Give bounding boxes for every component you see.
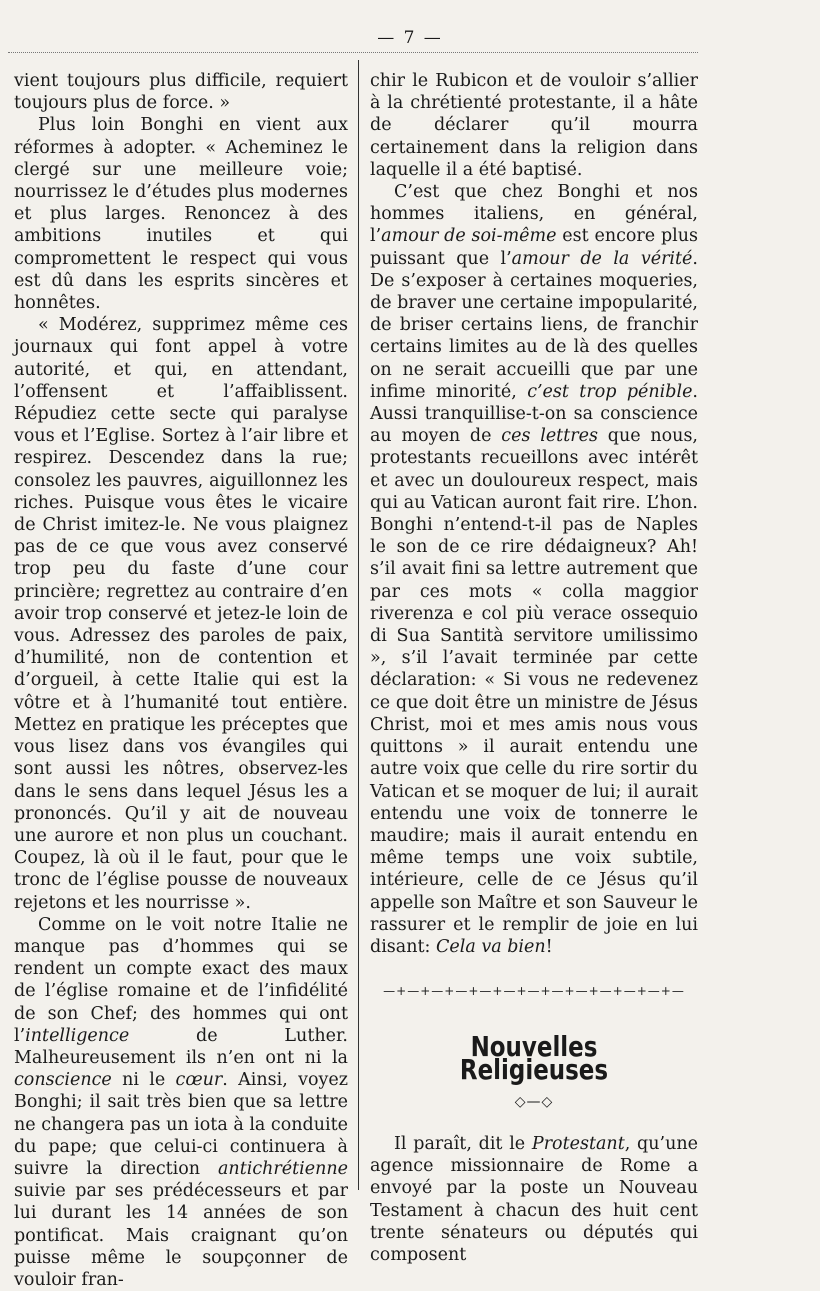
text-run: est encore plus puissant que l’ (370, 226, 699, 269)
text-run: Il paraît, dit le (394, 1133, 532, 1154)
left-column (14, 70, 348, 1291)
text-run: ni le (111, 1070, 176, 1091)
right-paragraph-2 (370, 181, 698, 958)
text-run: , qu’une agence missionnaire de Rome a envoyé par la poste un Nouveau Testament à chacun des huit cent trente sénateurs ou députés qui composent (370, 1133, 698, 1265)
text-run: . Aussi tranquillise-t-on sa conscience au moyen de (370, 381, 698, 447)
italic-run: conscience (14, 1070, 112, 1091)
italic-run: amour de la vérité (511, 248, 693, 269)
text-run: ! (545, 936, 553, 957)
italic-run: amour de soi-même (381, 226, 557, 247)
column-divider (358, 60, 359, 1190)
left-paragraph-2: Plus loin Bonghi en vient aux réformes à adopter. « Acheminez le clergé sur une meilleure voie; nourrissez le d’études plus modernes et plus larges. Renoncez à des ambitions inutiles et qui compromettent le respect qui vous est dû dans les esprits sincères et honnêtes. (14, 115, 348, 314)
text-run: C’est que chez Bonghi et nos hommes italiens, en général, l’ (370, 182, 698, 247)
italic-run: Cela va bien (435, 936, 546, 957)
text-run: suivie par ses prédécesseurs et par lui durant les 14 années de son pontificat. Mais craignant qu’on puisse même le soupçonner de vouloir fran- (14, 1181, 348, 1290)
section-title: Nouvelles Religieuses (459, 1030, 609, 1086)
section-separator: —+—+—+—+—+—+—+—+—+—+—+—+— (383, 984, 685, 999)
text-run: Comme on le voit notre Italie ne manque pas d’hommes qui se rendent un compte exact des maux de l’église romaine et de l’infidélité de son Chef; des hommes qui ont l’ (14, 914, 348, 1046)
header-rule (8, 52, 698, 53)
italic-run: Protestant (531, 1133, 625, 1154)
right-paragraph-3 (370, 1133, 698, 1266)
text-run: de Luther. Malheureusement ils n’en ont ni la (14, 1025, 348, 1068)
text-run: . Ainsi, voyez Bonghi; il sait très bien que sa lettre ne changera pas un iota à la conduite du pape; que celui-ci continuera à suivre la direction (14, 1070, 348, 1179)
italic-run: intelligence (25, 1025, 130, 1046)
italic-run: cœur (175, 1070, 223, 1091)
italic-run: c’est trop pénible (527, 381, 693, 402)
left-paragraph-3: « Modérez, supprimez même ces journaux qui font appel à votre autorité, et qui, en attendant, l’offensent et l’affaiblissent. Répudiez cette secte qui paralyse vous et l’Eglise. Sortez à l’air libre et respirez. Descendez dans la rue; consolez les pauvres, aiguillonnez les riches. Puisque vous êtes le vicaire de Christ imitez-le. Ne vous plaignez pas de ce que vous avez conservé trop peu du faste d’une cour princière; regrettez au contraire d’en avoir trop conservé et jetez-le loin de vous. Adressez des paroles de paix, d’humilité, non de contention et d’orgueil, à cette Italie qui est la vôtre et à l’humanité tout entière. Mettez en pratique les préceptes que vous lisez dans vos évangiles qui sont aussi les nôtres, observez-les dans le sens dans lequel Jésus les a prononcés. Qu’il y ait de nouveau une aurore et non plus un couchant. Coupez, là où il le faut, pour que le tronc de l’église pousse de nouveaux rejetons et les nourrisse ». (14, 315, 348, 913)
italic-run: ces lettres (501, 426, 598, 447)
page-number: — 7 — (377, 28, 443, 48)
italic-run: antichrétienne (217, 1158, 348, 1179)
left-paragraph-1: vient toujours plus difficile, requiert toujours plus de force. » (14, 71, 348, 114)
right-column (370, 70, 698, 1266)
ornament-divider: ◇—◇ (514, 1093, 554, 1110)
left-paragraph-4 (14, 914, 348, 1291)
right-paragraph-1: chir le Rubicon et de vouloir s’allier à la chrétienté protestante, il a hâte de déclarer qu’il mourra certainement dans la religion dans laquelle il a été baptisé. (370, 71, 698, 180)
text-run: que nous, protestants recueillons avec intérêt et avec un douloureux respect, mais qui au Vatican auront fait rire. L’hon. Bonghi n’entend-t-il pas de Naples le son de ce rire dédaigneux? Ah! s’il avait fini sa lettre autrement que par ces mots « colla maggior riverenza e col più verace ossequio di Sua Santità servitore umilissimo », s’il l’avait terminée par cette déclaration: « Si vous ne redevenez ce que doit être un ministre de Jésus Christ, moi et mes amis nous vous quittons » il aurait entendu une autre voix que celle du rire sortir du Vatican et se moquer de lui; il aurait entendu une voix de tonnerre le maudire; mais il aurait entendu en même temps une voix subtile, intérieure, celle de ce Jésus qu’il appelle son Maître et son Sauveur le rassurer et le remplir de joie en lui disant: (370, 426, 698, 957)
text-run: . De s’exposer à certaines moqueries, de braver une certaine impopularité, de briser certains liens, de franchir certains limites au de là des quelles on ne serait accueilli que par une infime minorité, (370, 248, 698, 402)
